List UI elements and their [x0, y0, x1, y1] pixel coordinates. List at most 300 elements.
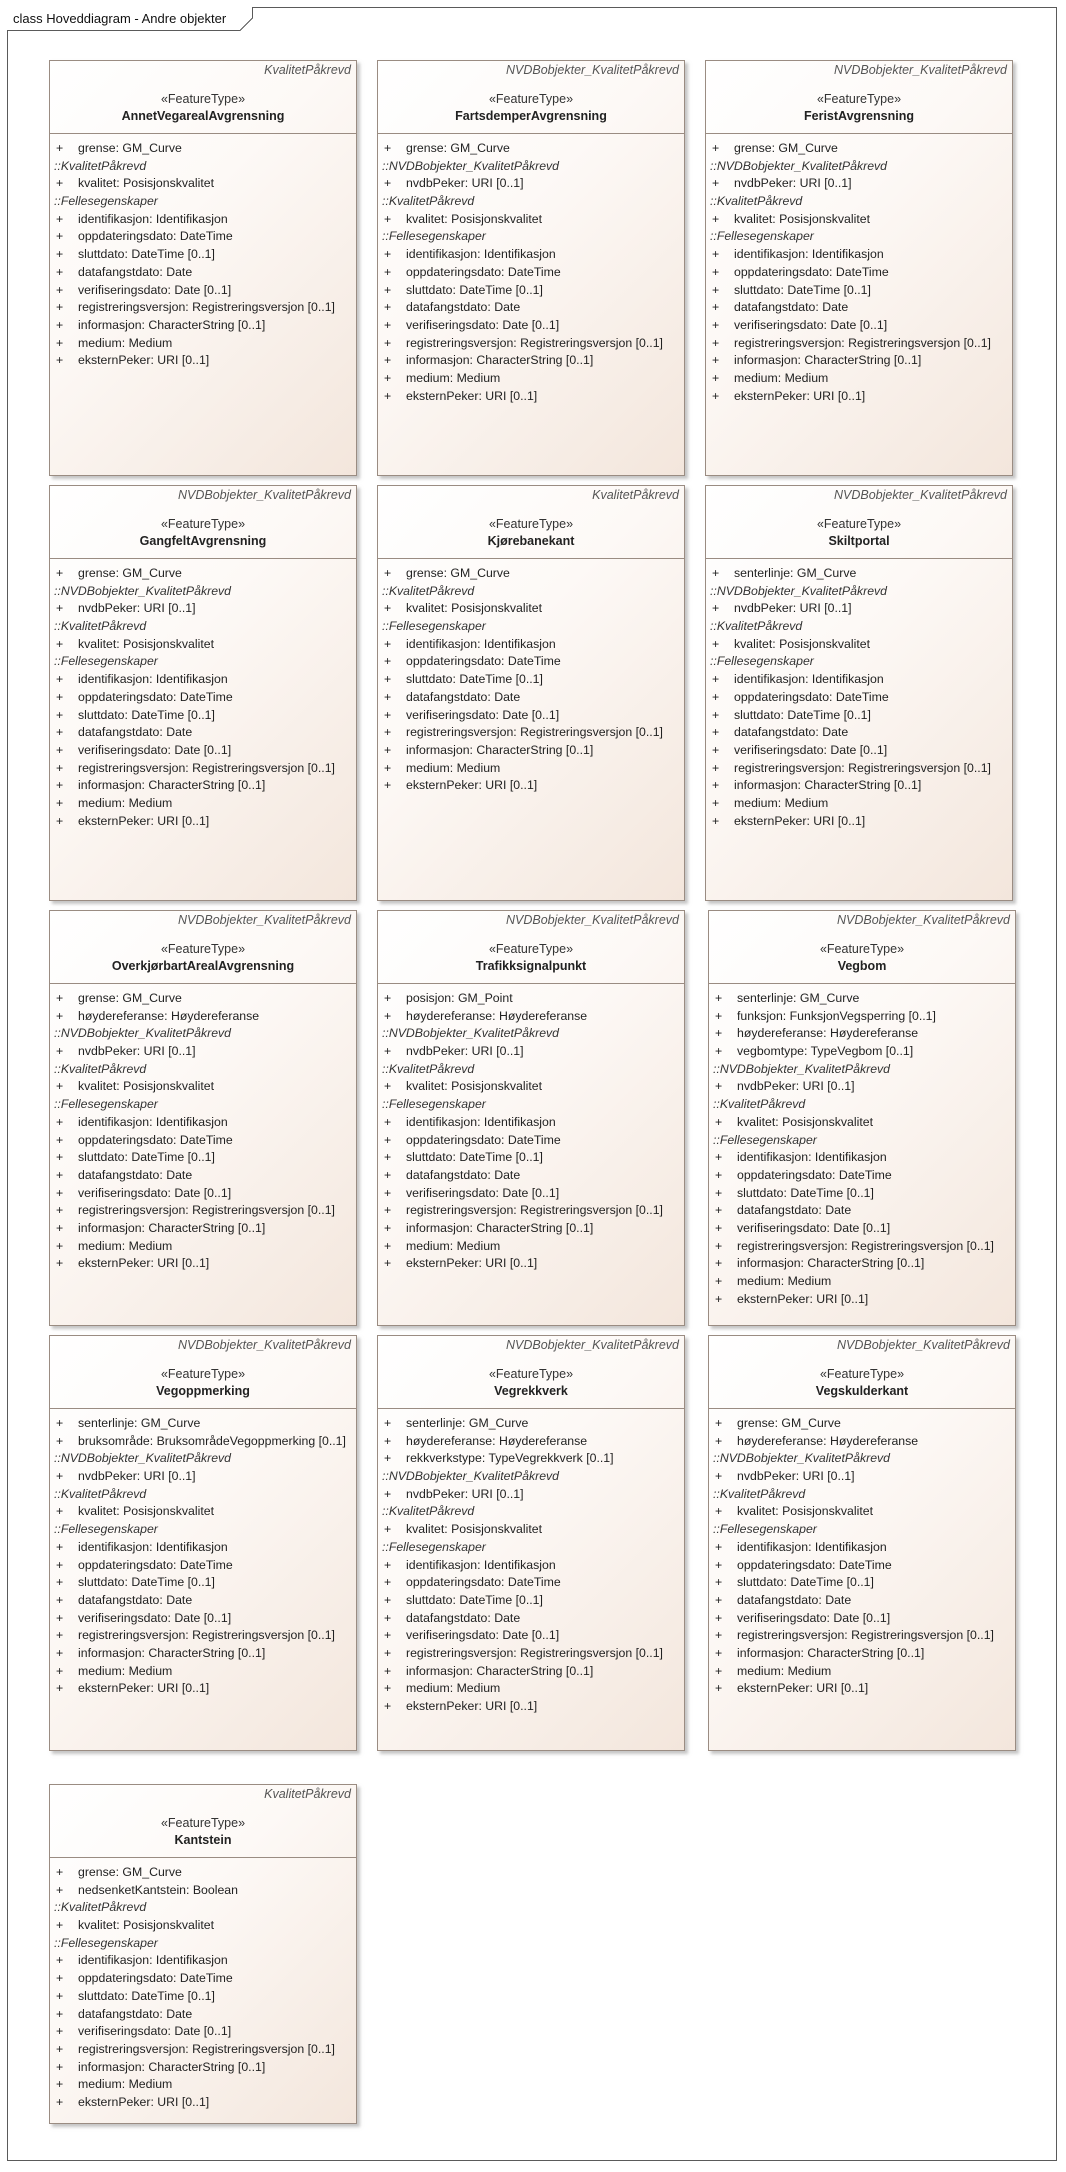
- attribute-text: datafangstdato: Date: [406, 1167, 521, 1182]
- attribute-text: verifiseringsdato: Date [0..1]: [78, 1185, 232, 1200]
- group-name: ::KvalitetPåkrevd: [713, 1486, 806, 1501]
- class-box-fartsdemperavgrensning[interactable]: [377, 60, 685, 476]
- attribute-row: [706, 388, 1012, 406]
- visibility-marker: +: [384, 1592, 392, 1607]
- attribute-group-label: [378, 193, 684, 211]
- attribute-text: eksternPeker: URI [0..1]: [734, 388, 866, 403]
- class-stereotype: «FeatureType»: [819, 1367, 905, 1381]
- attribute-text: registreringsversjon: Registreringsversjon [0..1]: [406, 1203, 663, 1218]
- attribute-text: registreringsversjon: Registreringsversjon [0..1]: [78, 1628, 335, 1643]
- attribute-text: kvalitet: Posisjonskvalitet: [406, 211, 543, 226]
- visibility-marker: +: [56, 1681, 64, 1696]
- attribute-group-label: [378, 618, 684, 636]
- class-supertype: NVDBobjekter_KvalitetPåkrevd: [837, 913, 1010, 927]
- visibility-marker: +: [56, 1114, 64, 1129]
- attribute-row: [50, 1078, 356, 1096]
- visibility-marker: +: [56, 1167, 64, 1182]
- visibility-marker: +: [712, 300, 720, 315]
- class-stereotype: «FeatureType»: [488, 517, 574, 531]
- attribute-text: oppdateringsdato: DateTime: [734, 689, 889, 704]
- attribute-text: eksternPeker: URI [0..1]: [406, 388, 538, 403]
- group-name: ::Fellesegenskaper: [710, 229, 814, 244]
- attribute-row: [378, 211, 684, 229]
- visibility-marker: +: [384, 601, 392, 616]
- attribute-row: [50, 1610, 356, 1628]
- attribute-text: nvdbPeker: URI [0..1]: [406, 176, 524, 191]
- visibility-marker: +: [712, 211, 720, 226]
- class-box-kjorebanekant[interactable]: [377, 485, 685, 901]
- attribute-row: [50, 2059, 356, 2077]
- attribute-row: [378, 1202, 684, 1220]
- visibility-marker: +: [56, 795, 64, 810]
- attribute-row: [378, 1043, 684, 1061]
- attribute-row: [50, 2076, 356, 2094]
- class-box-annetvegarealavgrensning[interactable]: [49, 60, 357, 476]
- attribute-text: datafangstdato: Date: [406, 689, 521, 704]
- class-attributes: [709, 1409, 1015, 1698]
- attribute-text: grense: GM_Curve: [78, 1865, 182, 1879]
- visibility-marker: +: [56, 1988, 64, 2003]
- class-stereotype: «FeatureType»: [819, 942, 905, 956]
- visibility-marker: +: [715, 1044, 723, 1059]
- attribute-text: datafangstdato: Date: [78, 1167, 193, 1182]
- visibility-marker: +: [56, 1150, 64, 1165]
- attribute-text: kvalitet: Posisjonskvalitet: [734, 211, 871, 226]
- attribute-text: sluttdato: DateTime [0..1]: [406, 1150, 543, 1165]
- class-name: Vegoppmerking: [156, 1384, 250, 1398]
- visibility-marker: +: [715, 1681, 723, 1696]
- attribute-text: identifikasjon: Identifikasjon: [78, 211, 228, 226]
- attribute-text: funksjon: FunksjonVegsperring [0..1]: [737, 1008, 936, 1023]
- visibility-marker: +: [715, 1469, 723, 1484]
- attribute-row: [706, 140, 1012, 158]
- attribute-row: [706, 264, 1012, 282]
- attribute-row: [709, 1008, 1015, 1026]
- attribute-group-label: [709, 1521, 1015, 1539]
- visibility-marker: +: [384, 388, 392, 403]
- attribute-row: [709, 1078, 1015, 1096]
- visibility-marker: +: [715, 1539, 723, 1554]
- attribute-row: [378, 282, 684, 300]
- attribute-text: datafangstdato: Date: [406, 300, 521, 315]
- visibility-marker: +: [384, 1663, 392, 1678]
- attribute-text: grense: GM_Curve: [734, 141, 838, 155]
- attribute-row: [50, 742, 356, 760]
- attribute-text: oppdateringsdato: DateTime: [78, 1971, 233, 1986]
- attribute-text: medium: Medium: [78, 1663, 173, 1678]
- visibility-marker: +: [56, 1645, 64, 1660]
- attribute-text: datafangstdato: Date: [734, 300, 849, 315]
- attribute-text: medium: Medium: [406, 1681, 501, 1696]
- attribute-group-label: [706, 193, 1012, 211]
- group-name: ::KvalitetPåkrevd: [382, 583, 475, 598]
- group-name: ::Fellesegenskaper: [54, 1097, 158, 1112]
- attribute-text: registreringsversjon: Registreringsversjon [0..1]: [737, 1238, 994, 1253]
- visibility-marker: +: [56, 1610, 64, 1625]
- class-box-vegoppmerking[interactable]: [49, 1335, 357, 1751]
- visibility-marker: +: [56, 636, 64, 651]
- visibility-marker: +: [56, 229, 64, 244]
- attribute-text: eksternPeker: URI [0..1]: [737, 1681, 869, 1696]
- attribute-row: [378, 246, 684, 264]
- attribute-row: [706, 246, 1012, 264]
- attribute-text: verifiseringsdato: Date [0..1]: [406, 707, 560, 722]
- attribute-text: høydereferanse: Høydereferanse: [406, 1433, 588, 1448]
- visibility-marker: +: [715, 1628, 723, 1643]
- attribute-group-label: [378, 1503, 684, 1521]
- attribute-text: oppdateringsdato: DateTime: [406, 264, 561, 279]
- attribute-text: identifikasjon: Identifikasjon: [734, 247, 884, 262]
- attribute-text: identifikasjon: Identifikasjon: [78, 1114, 228, 1129]
- attribute-row: [378, 707, 684, 725]
- class-box-vegrekkverk[interactable]: [377, 1335, 685, 1751]
- attribute-text: medium: Medium: [734, 370, 829, 385]
- attribute-text: medium: Medium: [406, 760, 501, 775]
- group-name: ::Fellesegenskaper: [713, 1522, 817, 1537]
- attribute-row: [709, 1238, 1015, 1256]
- visibility-marker: +: [712, 247, 720, 262]
- visibility-marker: +: [56, 742, 64, 757]
- visibility-marker: +: [56, 566, 64, 580]
- visibility-marker: +: [56, 282, 64, 297]
- visibility-marker: +: [715, 1645, 723, 1660]
- attribute-row: [378, 1486, 684, 1504]
- visibility-marker: +: [384, 300, 392, 315]
- attribute-row: [50, 1114, 356, 1132]
- visibility-marker: +: [56, 672, 64, 687]
- attribute-group-label: [50, 1899, 356, 1917]
- attribute-group-label: [50, 1025, 356, 1043]
- class-box-trafikksignalpunkt[interactable]: [377, 910, 685, 1326]
- visibility-marker: +: [56, 707, 64, 722]
- visibility-marker: +: [384, 742, 392, 757]
- class-attributes: [706, 559, 1012, 830]
- attribute-row: [709, 1433, 1015, 1451]
- visibility-marker: +: [56, 300, 64, 315]
- visibility-marker: +: [56, 1238, 64, 1253]
- attribute-text: eksternPeker: URI [0..1]: [78, 1256, 210, 1271]
- attribute-group-label: [378, 583, 684, 601]
- attribute-text: verifiseringsdato: Date [0..1]: [734, 317, 888, 332]
- attribute-row: [378, 1220, 684, 1238]
- visibility-marker: +: [56, 2006, 64, 2021]
- attribute-text: identifikasjon: Identifikasjon: [406, 636, 556, 651]
- visibility-marker: +: [715, 1167, 723, 1182]
- diagram-title: class Hoveddiagram - Andre objekter: [7, 7, 253, 31]
- class-supertype: NVDBobjekter_KvalitetPåkrevd: [178, 1338, 351, 1352]
- visibility-marker: +: [712, 707, 720, 722]
- attribute-text: verifiseringsdato: Date [0..1]: [406, 317, 560, 332]
- attribute-row: [706, 671, 1012, 689]
- visibility-marker: +: [56, 1539, 64, 1554]
- visibility-marker: +: [384, 654, 392, 669]
- attribute-row: [50, 565, 356, 583]
- class-box-gangfeltavgrensning[interactable]: [49, 485, 357, 901]
- visibility-marker: +: [712, 282, 720, 297]
- attribute-text: oppdateringsdato: DateTime: [406, 1575, 561, 1590]
- class-name: AnnetVegarealAvgrensning: [121, 109, 285, 123]
- attribute-row: [378, 1149, 684, 1167]
- attribute-row: [50, 990, 356, 1008]
- attribute-text: høydereferanse: Høydereferanse: [737, 1433, 919, 1448]
- attribute-row: [706, 777, 1012, 795]
- attribute-text: nvdbPeker: URI [0..1]: [737, 1079, 855, 1094]
- attribute-text: kvalitet: Posisjonskvalitet: [78, 1079, 215, 1094]
- visibility-marker: +: [56, 1203, 64, 1218]
- attribute-row: [378, 990, 684, 1008]
- visibility-marker: +: [56, 601, 64, 616]
- visibility-marker: +: [715, 1150, 723, 1165]
- group-name: ::Fellesegenskaper: [54, 1935, 158, 1950]
- attribute-text: registreringsversjon: Registreringsversjon [0..1]: [406, 335, 663, 350]
- attribute-text: informasjon: CharacterString [0..1]: [78, 1220, 266, 1235]
- group-name: ::Fellesegenskaper: [54, 654, 158, 669]
- attribute-text: grense: GM_Curve: [737, 1416, 841, 1430]
- attribute-text: kvalitet: Posisjonskvalitet: [406, 1522, 543, 1537]
- attribute-text: datafangstdato: Date: [734, 725, 849, 740]
- attribute-row: [378, 636, 684, 654]
- class-name: Kjørebanekant: [487, 534, 575, 548]
- visibility-marker: +: [715, 991, 723, 1005]
- attribute-text: identifikasjon: Identifikasjon: [78, 672, 228, 687]
- attribute-text: posisjon: GM_Point: [406, 991, 513, 1005]
- attribute-row: [50, 1008, 356, 1026]
- class-box-feristavgrensning[interactable]: [705, 60, 1013, 476]
- attribute-row: [709, 1468, 1015, 1486]
- visibility-marker: +: [712, 566, 720, 580]
- attribute-row: [709, 1114, 1015, 1132]
- visibility-marker: +: [384, 317, 392, 332]
- group-name: ::Fellesegenskaper: [382, 1539, 486, 1554]
- class-box-vegskulderkant[interactable]: [708, 1335, 1016, 1751]
- attribute-group-label: [50, 653, 356, 671]
- class-supertype: NVDBobjekter_KvalitetPåkrevd: [178, 913, 351, 927]
- attribute-text: informasjon: CharacterString [0..1]: [737, 1256, 925, 1271]
- attribute-text: datafangstdato: Date: [406, 1610, 521, 1625]
- attribute-row: [378, 689, 684, 707]
- class-box-overkjorbartarealavgrensning[interactable]: [49, 910, 357, 1326]
- attribute-row: [50, 1415, 356, 1433]
- attribute-text: oppdateringsdato: DateTime: [406, 654, 561, 669]
- group-name: ::KvalitetPåkrevd: [54, 1061, 147, 1076]
- attribute-text: verifiseringsdato: Date [0..1]: [406, 1185, 560, 1200]
- class-box-kantstein[interactable]: [49, 1784, 357, 2124]
- group-name: ::Fellesegenskaper: [382, 619, 486, 634]
- attribute-row: [378, 1574, 684, 1592]
- class-stereotype: «FeatureType»: [160, 942, 246, 956]
- group-name: ::NVDBobjekter_KvalitetPåkrevd: [54, 1451, 232, 1466]
- visibility-marker: +: [384, 1167, 392, 1182]
- attribute-row: [50, 175, 356, 193]
- attribute-row: [378, 317, 684, 335]
- attribute-row: [709, 1557, 1015, 1575]
- attribute-text: medium: Medium: [406, 370, 501, 385]
- attribute-row: [50, 1970, 356, 1988]
- class-attributes: [378, 984, 684, 1273]
- attribute-group-label: [50, 1935, 356, 1953]
- visibility-marker: +: [712, 795, 720, 810]
- attribute-row: [50, 1952, 356, 1970]
- attribute-row: [50, 1988, 356, 2006]
- attribute-text: eksternPeker: URI [0..1]: [78, 353, 210, 368]
- visibility-marker: +: [56, 2024, 64, 2039]
- attribute-row: [50, 760, 356, 778]
- attribute-text: høydereferanse: Høydereferanse: [737, 1026, 919, 1041]
- attribute-text: nvdbPeker: URI [0..1]: [78, 1469, 196, 1484]
- attribute-group-label: [706, 583, 1012, 601]
- attribute-text: medium: Medium: [734, 795, 829, 810]
- visibility-marker: +: [384, 1645, 392, 1660]
- visibility-marker: +: [715, 1592, 723, 1607]
- visibility-marker: +: [715, 1203, 723, 1218]
- class-header: [50, 61, 356, 134]
- attribute-text: kvalitet: Posisjonskvalitet: [406, 601, 543, 616]
- class-header: [378, 61, 684, 134]
- class-name: FeristAvgrensning: [804, 109, 914, 123]
- attribute-group-label: [378, 1061, 684, 1079]
- attribute-text: sluttdato: DateTime [0..1]: [78, 247, 215, 262]
- attribute-row: [378, 299, 684, 317]
- visibility-marker: +: [56, 211, 64, 226]
- visibility-marker: +: [56, 1953, 64, 1968]
- attribute-text: verifiseringsdato: Date [0..1]: [734, 742, 888, 757]
- visibility-marker: +: [384, 264, 392, 279]
- attribute-group-label: [706, 618, 1012, 636]
- visibility-marker: +: [384, 1557, 392, 1572]
- visibility-marker: +: [384, 141, 392, 155]
- visibility-marker: +: [56, 1079, 64, 1094]
- visibility-marker: +: [712, 760, 720, 775]
- attribute-group-label: [706, 158, 1012, 176]
- visibility-marker: +: [384, 370, 392, 385]
- visibility-marker: +: [715, 1220, 723, 1235]
- class-header: [50, 911, 356, 984]
- class-stereotype: «FeatureType»: [488, 942, 574, 956]
- visibility-marker: +: [712, 141, 720, 155]
- attribute-text: identifikasjon: Identifikasjon: [737, 1150, 887, 1165]
- class-supertype: KvalitetPåkrevd: [264, 63, 351, 77]
- class-name: Vegskulderkant: [815, 1384, 909, 1398]
- visibility-marker: +: [384, 991, 392, 1005]
- attribute-text: senterlinje: GM_Curve: [734, 566, 857, 580]
- attribute-row: [709, 1503, 1015, 1521]
- visibility-marker: +: [715, 1026, 723, 1041]
- visibility-marker: +: [384, 707, 392, 722]
- visibility-marker: +: [56, 778, 64, 793]
- attribute-row: [706, 600, 1012, 618]
- attribute-text: medium: Medium: [78, 1238, 173, 1253]
- attribute-text: registreringsversjon: Registreringsversjon [0..1]: [737, 1628, 994, 1643]
- attribute-row: [378, 335, 684, 353]
- attribute-row: [709, 1167, 1015, 1185]
- attribute-row: [50, 600, 356, 618]
- attribute-row: [378, 777, 684, 795]
- class-stereotype: «FeatureType»: [488, 1367, 574, 1381]
- attribute-row: [378, 1557, 684, 1575]
- attribute-text: identifikasjon: Identifikasjon: [78, 1539, 228, 1554]
- attribute-text: registreringsversjon: Registreringsversjon [0..1]: [406, 725, 663, 740]
- class-box-vegbom[interactable]: [708, 910, 1016, 1326]
- attribute-text: informasjon: CharacterString [0..1]: [406, 742, 594, 757]
- attribute-row: [378, 1238, 684, 1256]
- visibility-marker: +: [715, 1114, 723, 1129]
- attribute-row: [50, 1433, 356, 1451]
- visibility-marker: +: [712, 317, 720, 332]
- class-attributes: [709, 984, 1015, 1308]
- class-supertype: KvalitetPåkrevd: [264, 1787, 351, 1801]
- visibility-marker: +: [715, 1557, 723, 1572]
- attribute-group-label: [50, 158, 356, 176]
- visibility-marker: +: [384, 1150, 392, 1165]
- attribute-row: [706, 795, 1012, 813]
- attribute-text: bruksområde: BruksområdeVegoppmerking [0..1]: [78, 1433, 346, 1448]
- attribute-row: [50, 1663, 356, 1681]
- visibility-marker: +: [56, 1504, 64, 1519]
- attribute-text: kvalitet: Posisjonskvalitet: [78, 176, 215, 191]
- attribute-text: sluttdato: DateTime [0..1]: [734, 707, 871, 722]
- visibility-marker: +: [56, 2077, 64, 2092]
- attribute-text: kvalitet: Posisjonskvalitet: [737, 1504, 874, 1519]
- attribute-row: [50, 1557, 356, 1575]
- class-stereotype: «FeatureType»: [488, 92, 574, 106]
- attribute-row: [706, 565, 1012, 583]
- visibility-marker: +: [384, 353, 392, 368]
- attribute-row: [50, 2023, 356, 2041]
- attribute-text: verifiseringsdato: Date [0..1]: [737, 1220, 891, 1235]
- attribute-text: nvdbPeker: URI [0..1]: [406, 1044, 524, 1059]
- attribute-text: identifikasjon: Identifikasjon: [406, 1557, 556, 1572]
- group-name: ::KvalitetPåkrevd: [710, 619, 803, 634]
- attribute-row: [378, 264, 684, 282]
- attribute-group-label: [709, 1096, 1015, 1114]
- attribute-text: eksternPeker: URI [0..1]: [737, 1291, 869, 1306]
- attribute-row: [50, 1043, 356, 1061]
- group-name: ::Fellesegenskaper: [710, 654, 814, 669]
- attribute-row: [50, 1539, 356, 1557]
- visibility-marker: +: [384, 211, 392, 226]
- class-stereotype: «FeatureType»: [160, 92, 246, 106]
- attribute-text: høydereferanse: Høydereferanse: [406, 1008, 588, 1023]
- group-name: ::Fellesegenskaper: [382, 1097, 486, 1112]
- attribute-text: eksternPeker: URI [0..1]: [406, 778, 538, 793]
- attribute-row: [378, 370, 684, 388]
- attribute-text: eksternPeker: URI [0..1]: [406, 1699, 538, 1713]
- visibility-marker: +: [715, 1274, 723, 1288]
- attribute-group-label: [378, 1539, 684, 1557]
- group-name: ::NVDBobjekter_KvalitetPåkrevd: [54, 1026, 232, 1041]
- visibility-marker: +: [56, 1971, 64, 1986]
- attribute-row: [378, 352, 684, 370]
- attribute-group-label: [378, 1468, 684, 1486]
- attribute-row: [50, 1185, 356, 1203]
- attribute-row: [709, 1043, 1015, 1061]
- visibility-marker: +: [56, 1132, 64, 1147]
- class-box-skiltportal[interactable]: [705, 485, 1013, 901]
- visibility-marker: +: [56, 247, 64, 262]
- visibility-marker: +: [715, 1238, 723, 1253]
- attribute-group-label: [378, 158, 684, 176]
- attribute-row: [378, 742, 684, 760]
- attribute-text: kvalitet: Posisjonskvalitet: [78, 1918, 215, 1933]
- visibility-marker: +: [56, 335, 64, 350]
- visibility-marker: +: [384, 689, 392, 704]
- visibility-marker: +: [56, 1663, 64, 1678]
- attribute-text: vegbomtype: TypeVegbom [0..1]: [737, 1044, 914, 1059]
- attribute-text: verifiseringsdato: Date [0..1]: [78, 742, 232, 757]
- attribute-text: senterlinje: GM_Curve: [78, 1416, 201, 1430]
- visibility-marker: +: [712, 778, 720, 793]
- attribute-row: [50, 689, 356, 707]
